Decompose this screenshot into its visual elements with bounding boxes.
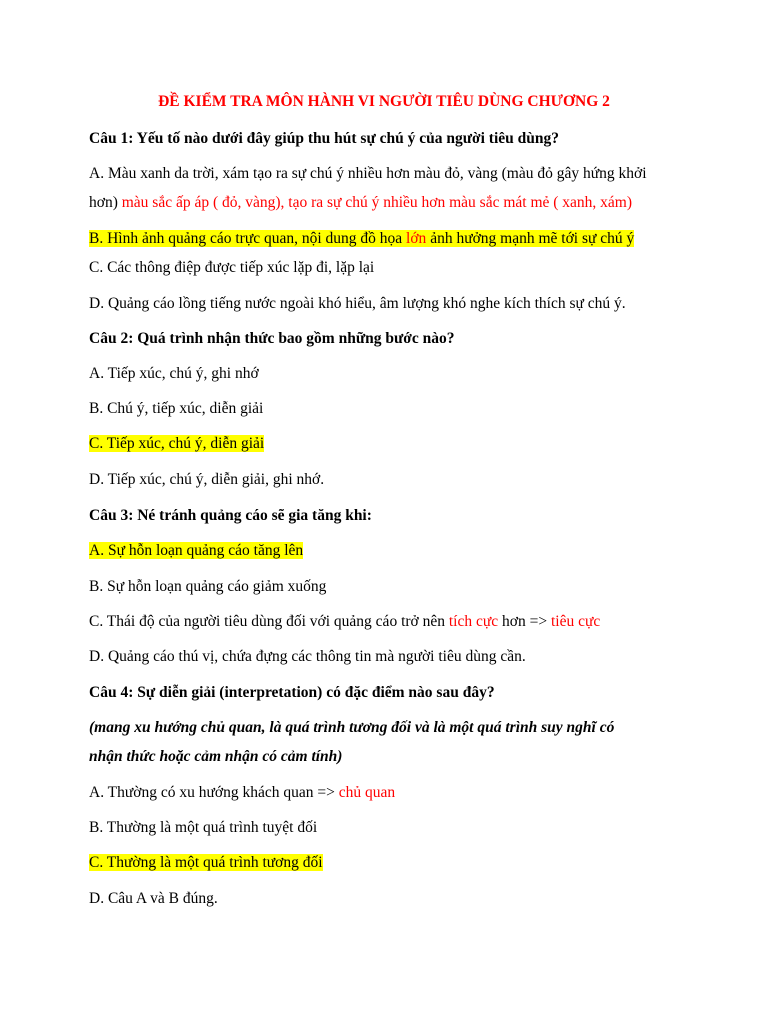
q2-option-d: D. Tiếp xúc, chú ý, diễn giải, ghi nhớ. <box>89 471 325 488</box>
q3-option-c <box>89 612 600 632</box>
document-title: ĐỀ KIỂM TRA MÔN HÀNH VI NGƯỜI TIÊU DÙNG CHƯƠNG 2 <box>158 93 610 110</box>
question-2: Câu 2: Quá trình nhận thức bao gồm những bước nào? <box>89 330 455 347</box>
q3-option-c-struck-word: tích cực <box>448 613 499 630</box>
q3-option-b: B. Sự hỗn loạn quảng cáo giảm xuống <box>89 578 327 595</box>
question-4: Câu 4: Sự diễn giải (interpretation) có đặc điểm nào sau đây? <box>89 684 495 701</box>
q3-option-c-text-mid: hơn => <box>498 613 551 630</box>
q1-option-b <box>89 229 634 249</box>
q3-option-a-text: A. Sự hỗn loạn quảng cáo tăng lên <box>89 542 304 559</box>
q1-option-b-text-end: ảnh hưởng mạnh mẽ tới sự chú ý <box>426 230 635 247</box>
q4-option-d: D. Câu A và B đúng. <box>89 890 218 907</box>
q1-option-b-correction: lớn <box>406 230 427 247</box>
q4-option-b: B. Thường là một quá trình tuyệt đối <box>89 819 318 836</box>
q3-option-d: D. Quảng cáo thú vị, chứa đựng các thông tin mà người tiêu dùng cần. <box>89 648 526 665</box>
q4-option-c <box>89 853 323 873</box>
q4-option-a-text: A. Thường có xu hướng khách quan => <box>89 784 339 801</box>
q3-option-c-text-start: C. Thái độ của người tiêu dùng đối với quảng cáo trở nên <box>89 613 449 630</box>
q2-option-b: B. Chú ý, tiếp xúc, diễn giải <box>89 400 264 417</box>
q4-option-a-correction: chủ quan <box>338 784 396 801</box>
q4-explanation-line1: (mang xu hướng chủ quan, là quá trình tương đối và là một quá trình suy nghĩ có <box>89 719 615 736</box>
q4-option-a <box>89 783 395 803</box>
q1-option-b-text-start: B. Hình ảnh quảng cáo trực quan, nội dung đồ họa <box>89 230 407 247</box>
q3-option-a <box>89 541 303 561</box>
q1-option-a-line2 <box>89 193 632 213</box>
q2-option-c-text: C. Tiếp xúc, chú ý, diễn giải <box>89 435 265 452</box>
q1-option-a-line2-text: hơn) <box>89 194 122 211</box>
q1-option-a-line1: A. Màu xanh da trời, xám tạo ra sự chú ý nhiều hơn màu đỏ, vàng (màu đỏ gây hứng khởi <box>89 165 647 182</box>
q3-option-c-correction: tiêu cực <box>550 613 601 630</box>
q2-option-a: A. Tiếp xúc, chú ý, ghi nhớ <box>89 365 259 382</box>
q1-option-c: C. Các thông điệp được tiếp xúc lặp đi, lặp lại <box>89 259 375 276</box>
q1-option-a-correction: màu sắc ấp áp ( đỏ, vàng), tạo ra sự chú ý nhiều hơn màu sắc mát mẻ ( xanh, xám) <box>121 194 633 211</box>
q4-option-c-text: C. Thường là một quá trình tương đối <box>89 854 323 871</box>
question-3: Câu 3: Né tránh quảng cáo sẽ gia tăng khi: <box>89 507 372 524</box>
question-1: Câu 1: Yếu tố nào dưới đây giúp thu hút sự chú ý của người tiêu dùng? <box>89 130 560 147</box>
q4-explanation-line2: nhận thức hoặc cảm nhận có cảm tính) <box>89 748 343 765</box>
q1-option-d: D. Quảng cáo lồng tiếng nước ngoài khó hiểu, âm lượng khó nghe kích thích sự chú ý. <box>89 295 626 312</box>
q2-option-c <box>89 434 264 454</box>
